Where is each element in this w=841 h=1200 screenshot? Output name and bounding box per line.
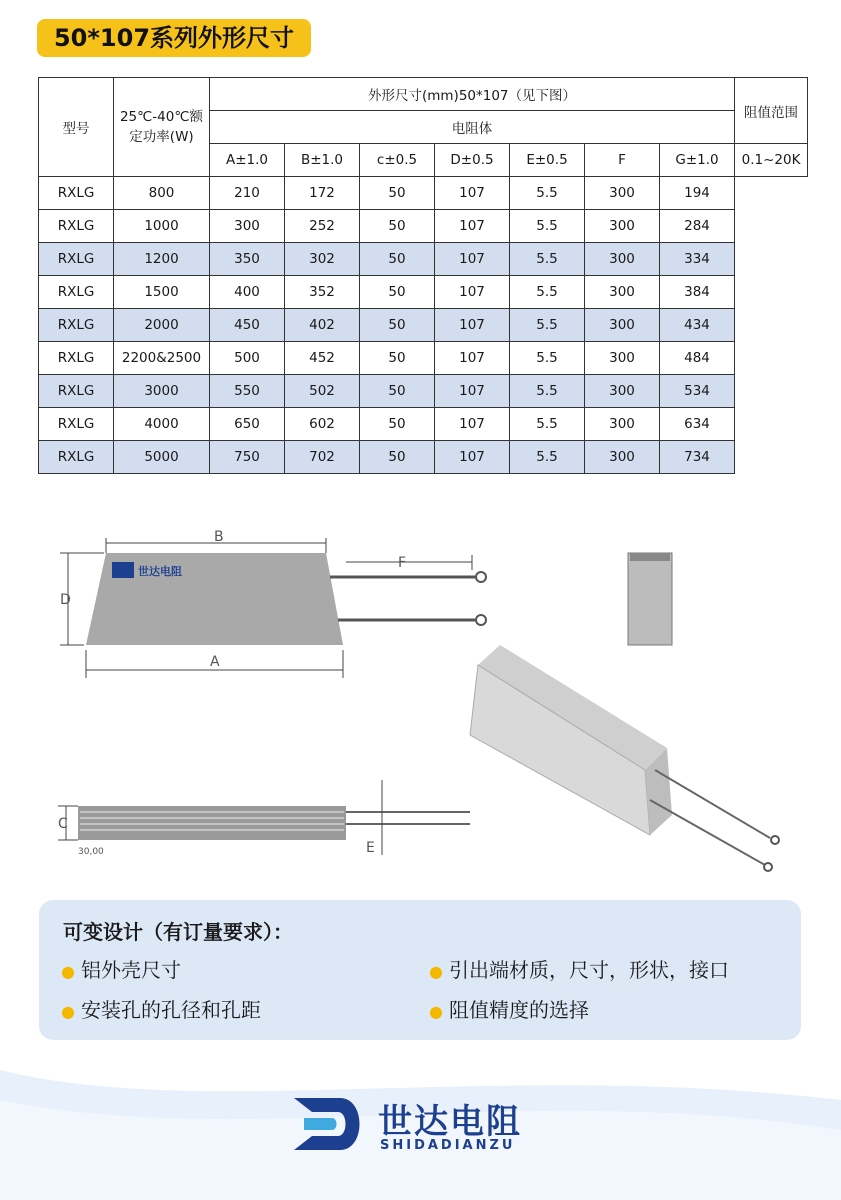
- table-cell: 300: [585, 210, 660, 243]
- table-cell: 284: [660, 210, 735, 243]
- table-cell: 2000: [114, 309, 210, 342]
- table-cell: 1500: [114, 276, 210, 309]
- list-item: ● 安装孔的孔径和孔距: [61, 998, 261, 1022]
- bullet-icon: ●: [61, 1002, 75, 1021]
- table-cell: 50: [360, 309, 435, 342]
- dim-label-a: A: [210, 654, 220, 670]
- table-cell: 5.5: [510, 342, 585, 375]
- sub-header: A±1.0: [210, 144, 285, 177]
- table-cell: 1000: [114, 210, 210, 243]
- table-cell: 450: [210, 309, 285, 342]
- table-cell: 107: [435, 309, 510, 342]
- logo-text: 世达电阻: [138, 565, 182, 578]
- table-cell: RXLG: [39, 210, 114, 243]
- table-cell: 484: [660, 342, 735, 375]
- table-cell: 50: [360, 276, 435, 309]
- table-cell: RXLG: [39, 408, 114, 441]
- table-cell: 107: [435, 210, 510, 243]
- table-cell: 300: [585, 342, 660, 375]
- table-cell: 50: [360, 177, 435, 210]
- table-cell: 50: [360, 210, 435, 243]
- table-row: [39, 243, 808, 276]
- bullet-icon: ●: [61, 962, 75, 981]
- table-cell: 2200&2500: [114, 342, 210, 375]
- sub-header: D±0.5: [435, 144, 510, 177]
- table-cell: 350: [210, 243, 285, 276]
- header-range: 阻值范围: [735, 78, 808, 144]
- table-cell: 107: [435, 276, 510, 309]
- table-cell: 5.5: [510, 408, 585, 441]
- logo-mark-icon: [290, 1092, 370, 1156]
- table-cell: 210: [210, 177, 285, 210]
- table-cell: RXLG: [39, 309, 114, 342]
- table-cell: 50: [360, 408, 435, 441]
- sub-header: B±1.0: [285, 144, 360, 177]
- sub-header: E±0.5: [510, 144, 585, 177]
- table-cell: 800: [114, 177, 210, 210]
- iso-view-drawing: [470, 645, 779, 871]
- dimension-drawings: [0, 520, 841, 900]
- table-row: [39, 441, 808, 474]
- sub-header: c±0.5: [360, 144, 435, 177]
- table-cell: RXLG: [39, 342, 114, 375]
- dim-label-f: F: [398, 555, 407, 571]
- table-cell: 5.5: [510, 177, 585, 210]
- table-cell: 252: [285, 210, 360, 243]
- table-cell: 300: [585, 309, 660, 342]
- table-cell: 50: [360, 375, 435, 408]
- table-cell: 300: [585, 243, 660, 276]
- table-cell: 194: [660, 177, 735, 210]
- table-row: [39, 375, 808, 408]
- list-item: ● 引出端材质，尺寸，形状，接口: [429, 958, 729, 982]
- table-cell: 452: [285, 342, 360, 375]
- table-cell: 107: [435, 408, 510, 441]
- dim-label-30: 30,00: [78, 847, 104, 857]
- table-cell: RXLG: [39, 441, 114, 474]
- table-row: [39, 342, 808, 375]
- table-cell: 300: [210, 210, 285, 243]
- table-cell: 602: [285, 408, 360, 441]
- table-cell: 634: [660, 408, 735, 441]
- top-view-drawing: [60, 538, 486, 678]
- spec-table: [38, 77, 808, 474]
- list-item: ● 铝外壳尺寸: [61, 958, 181, 982]
- table-cell: 502: [285, 375, 360, 408]
- table-cell: 107: [435, 375, 510, 408]
- table-cell: 107: [435, 177, 510, 210]
- end-view-drawing: [628, 553, 672, 645]
- logo-english: SHIDADIANZU: [380, 1138, 516, 1153]
- table-cell: 300: [585, 177, 660, 210]
- table-cell: 5.5: [510, 375, 585, 408]
- dim-label-e: E: [366, 840, 375, 856]
- table-cell: 750: [210, 441, 285, 474]
- table-cell: 352: [285, 276, 360, 309]
- table-cell: RXLG: [39, 243, 114, 276]
- dim-label-c: C: [58, 816, 68, 832]
- header-dimensions: 外形尺寸(mm)50*107（见下图）: [210, 78, 735, 111]
- table-cell: RXLG: [39, 177, 114, 210]
- table-cell: 1200: [114, 243, 210, 276]
- table-cell: 5.5: [510, 210, 585, 243]
- table-cell: 5.5: [510, 243, 585, 276]
- table-cell: 4000: [114, 408, 210, 441]
- table-cell: 334: [660, 243, 735, 276]
- table-cell: 734: [660, 441, 735, 474]
- table-cell: 172: [285, 177, 360, 210]
- table-cell: 302: [285, 243, 360, 276]
- side-view-drawing: [58, 780, 470, 855]
- header-body: 电阻体: [210, 111, 735, 144]
- brand-logo: [290, 1092, 560, 1162]
- logo-mark-small: [112, 562, 182, 578]
- variable-design-panel: [39, 900, 801, 1040]
- table-cell: 5.5: [510, 441, 585, 474]
- table-cell: 702: [285, 441, 360, 474]
- table-cell: 300: [585, 441, 660, 474]
- table-cell: 3000: [114, 375, 210, 408]
- table-cell: 5000: [114, 441, 210, 474]
- table-cell: 550: [210, 375, 285, 408]
- table-cell: 5.5: [510, 276, 585, 309]
- table-cell: 107: [435, 441, 510, 474]
- table-cell: 107: [435, 243, 510, 276]
- bullet-icon: ●: [429, 962, 443, 981]
- table-cell: 434: [660, 309, 735, 342]
- variable-design-title: 可变设计（有订量要求）：: [63, 920, 293, 944]
- table-cell: 300: [585, 408, 660, 441]
- sub-header: F: [585, 144, 660, 177]
- table-cell: 400: [210, 276, 285, 309]
- table-row: [39, 408, 808, 441]
- table-row: [39, 309, 808, 342]
- table-row: [39, 276, 808, 309]
- table-cell: 384: [660, 276, 735, 309]
- table-cell: 50: [360, 441, 435, 474]
- table-cell: 5.5: [510, 309, 585, 342]
- list-item: ● 阻值精度的选择: [429, 998, 589, 1022]
- table-cell: 500: [210, 342, 285, 375]
- range-value: 0.1~20K: [735, 144, 808, 177]
- table-row: [39, 177, 808, 210]
- sub-header: G±1.0: [660, 144, 735, 177]
- table-cell: 650: [210, 408, 285, 441]
- dim-label-b: B: [214, 529, 224, 545]
- table-row: [39, 210, 808, 243]
- table-cell: 107: [435, 342, 510, 375]
- table-cell: 300: [585, 375, 660, 408]
- bullet-icon: ●: [429, 1002, 443, 1021]
- table-cell: 402: [285, 309, 360, 342]
- table-cell: 300: [585, 276, 660, 309]
- table-cell: RXLG: [39, 276, 114, 309]
- header-model: 型号: [39, 78, 114, 177]
- table-cell: 50: [360, 342, 435, 375]
- table-cell: 534: [660, 375, 735, 408]
- logo-chinese: 世达电阻: [378, 1102, 522, 1142]
- dim-label-d: D: [60, 592, 71, 608]
- header-power: 25℃-40℃额定功率(W): [114, 78, 210, 177]
- table-cell: RXLG: [39, 375, 114, 408]
- page-title: 50*107系列外形尺寸: [37, 19, 311, 57]
- table-cell: 50: [360, 243, 435, 276]
